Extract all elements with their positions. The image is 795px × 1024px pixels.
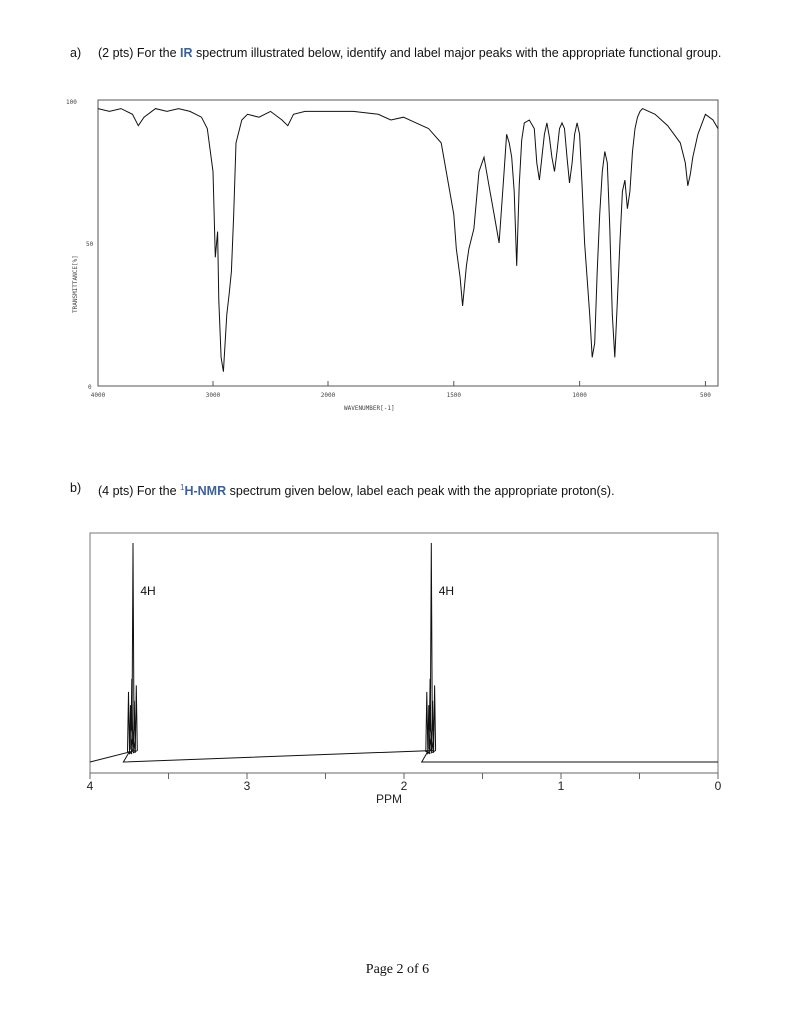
ir-y-tick-label: 100 <box>66 99 77 106</box>
nmr-x-tick-label: 1 <box>557 779 565 793</box>
question-b-text <box>98 480 615 499</box>
ir-x-tick-label: 1500 <box>446 392 462 399</box>
ir-spectrum-chart <box>60 88 730 418</box>
question-a-highlight: IR <box>180 46 193 60</box>
ir-x-tick-label: 3000 <box>205 392 221 399</box>
question-b-highlight-text: H-NMR <box>184 484 227 499</box>
nmr-x-axis-label: PPM <box>375 792 403 806</box>
nmr-x-tick-label: 2 <box>400 779 408 793</box>
ir-plot-frame <box>98 100 718 386</box>
ir-x-tick-label: 2000 <box>320 392 336 399</box>
question-b-highlight <box>180 484 226 498</box>
question-b-points: (4 pts) <box>98 484 134 499</box>
nmr-peak-annotation: 4H <box>438 584 455 598</box>
question-a-text <box>98 45 738 61</box>
nmr-plot-frame <box>90 533 718 773</box>
ir-y-tick-label: 50 <box>86 241 94 248</box>
question-a <box>70 45 740 79</box>
question-b-text-before: For the <box>136 484 177 499</box>
ir-x-axis-label: WAVENUMBER[-1] <box>344 405 395 412</box>
question-b-text-after: spectrum given below, label each peak with the appropriate proton(s). <box>229 484 615 499</box>
ir-y-axis-label: TRANSMITTANCE[%] <box>72 255 79 313</box>
nmr-spectrum-chart <box>80 528 740 818</box>
question-b <box>70 480 740 498</box>
question-a-letter: a) <box>70 46 82 60</box>
nmr-x-tick-label: 4 <box>86 779 94 793</box>
question-b-letter: b) <box>70 481 82 495</box>
page-footer: Page 2 of 6 <box>365 962 430 977</box>
ir-x-tick-label: 4000 <box>90 392 106 399</box>
question-a-points: (2 pts) <box>98 46 134 60</box>
ir-transmittance-line <box>98 109 718 372</box>
ir-x-tick-label: 1000 <box>572 392 587 399</box>
nmr-x-tick-label: 0 <box>714 779 722 793</box>
question-a-text-before: For the <box>136 46 177 60</box>
nmr-x-tick-label: 3 <box>243 779 251 793</box>
ir-y-tick-label: 0 <box>88 384 92 391</box>
nmr-spectrum-line <box>90 543 718 762</box>
ir-x-tick-label: 500 <box>699 392 711 399</box>
question-a-text-after: spectrum illustrated below, identify and label major peaks with the appropriate functional group. <box>196 46 722 60</box>
nmr-peak-annotation: 4H <box>140 584 156 598</box>
question-b-highlight-sup: 1 <box>180 483 185 492</box>
